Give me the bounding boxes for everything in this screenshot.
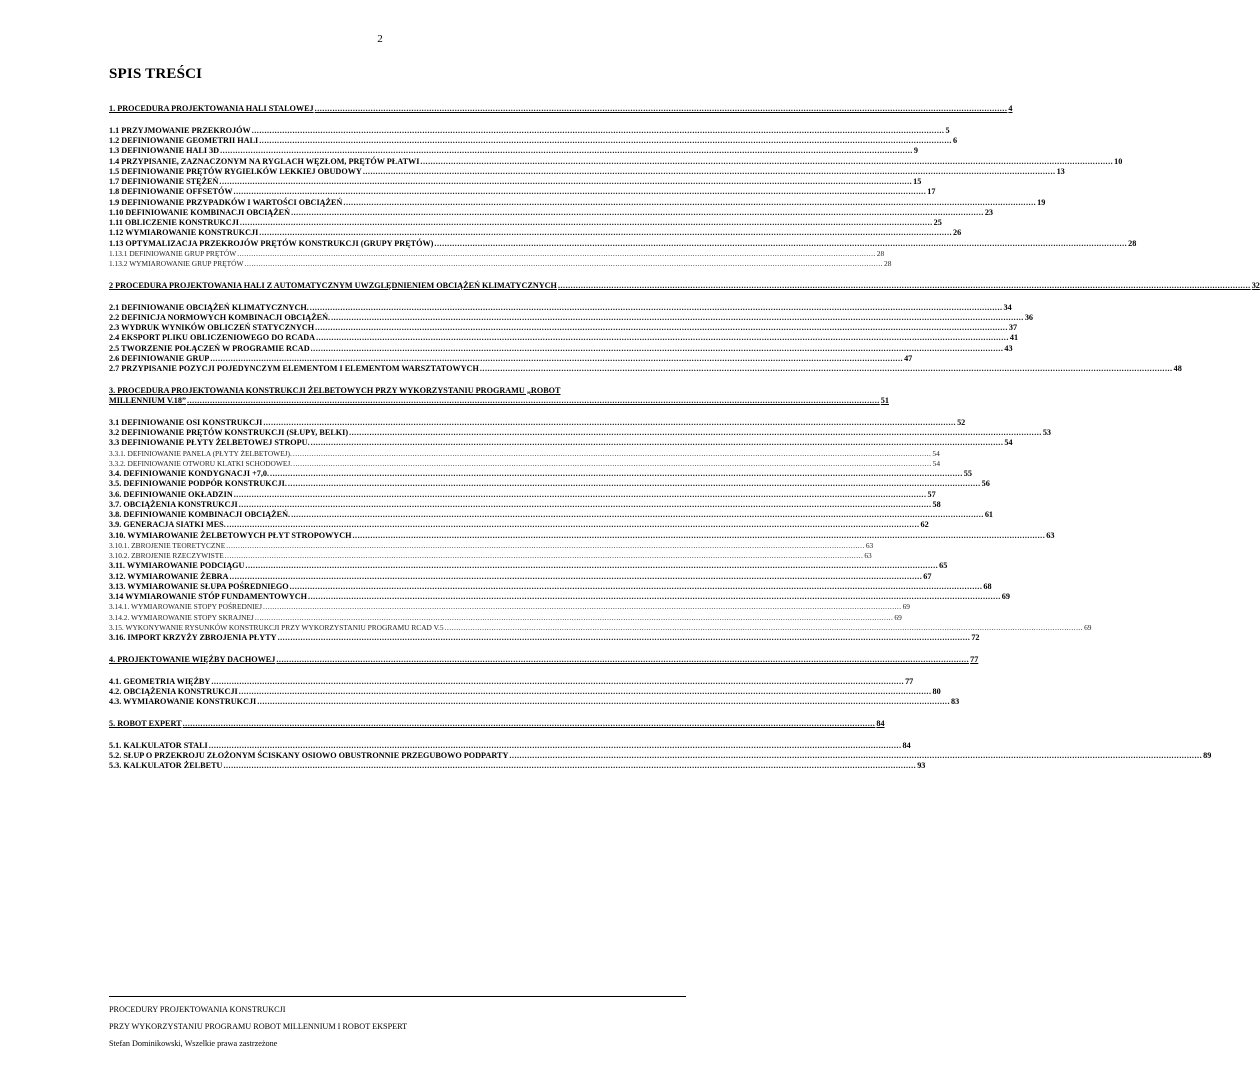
toc-entry[interactable]	[109, 499, 941, 510]
toc-entry[interactable]	[109, 428, 1052, 438]
toc-entry-title: 3.6. DEFINIOWANIE OKŁADZIN	[109, 489, 233, 499]
toc-dot-leader	[352, 531, 1045, 541]
toc-dot-leader	[211, 677, 904, 687]
toc-dot-leader	[255, 613, 894, 623]
toc-page-number: 25	[933, 218, 942, 227]
toc-entry[interactable]	[109, 697, 960, 707]
toc-page-number: 69	[902, 602, 910, 612]
toc-entry[interactable]	[109, 761, 926, 771]
toc-entry[interactable]	[109, 177, 922, 187]
toc-page-number: 37	[1008, 323, 1018, 332]
toc-dot-leader	[278, 633, 971, 643]
toc-page-number: 34	[1003, 302, 1012, 312]
toc-dot-leader	[227, 520, 920, 530]
footer-line-subtitle: PRZY WYKORZYSTANIU PROGRAMU ROBOT MILLENNIUM I ROBOT EKSPERT	[109, 1022, 408, 1031]
toc-entry-title: 1.7 DEFINIOWANIE STĘŻEŃ	[109, 177, 219, 186]
toc-page-number: 28	[876, 248, 885, 258]
toc-dot-leader	[244, 259, 883, 269]
toc-dot-leader	[480, 364, 1173, 374]
toc-entry[interactable]	[109, 218, 942, 228]
toc-page-number: 54	[1004, 438, 1013, 448]
toc-dot-leader	[259, 136, 952, 146]
toc-entry[interactable]	[109, 469, 972, 479]
toc-dot-leader	[220, 146, 913, 156]
toc-entry-title: 1.12 WYMIAROWANIE KONSTRUKCJI	[109, 228, 259, 238]
toc-page-number: 69	[1001, 592, 1010, 601]
toc-dot-leader	[223, 761, 916, 771]
toc-entry-title: 2.7 PRZYPISANIE POZYCJI POJEDYNCZYM ELEMENTOM I ELEMENTOM WARSZTATOWYCH	[109, 364, 479, 373]
toc-page-number: 84	[876, 718, 885, 728]
toc-entry[interactable]	[109, 207, 993, 218]
toc-page-number: 80	[932, 686, 941, 696]
toc-entry-title: 3.13. WYMIAROWANIE SŁUPA POŚREDNIEGO	[109, 581, 289, 591]
toc-page-number: 69	[1084, 622, 1092, 632]
toc-dot-leader	[239, 500, 932, 510]
toc-entry-title: 3.14.1. WYMIAROWANIE STOPY POŚREDNIEJ	[109, 602, 263, 612]
toc-entry-title: 3.5. DEFINIOWANIE PODPÓR KONSTRUKCJI.	[109, 479, 287, 489]
toc-entry-title: 2.5 TWORZENIE POŁĄCZEŃ W PROGRAMIE RCAD	[109, 343, 310, 353]
toc-dot-leader	[434, 239, 1127, 249]
toc-entry-title: 5.3. KALKULATOR ŻELBETU	[109, 761, 223, 770]
toc-page-number: 77	[970, 654, 979, 664]
toc-entry[interactable]	[109, 333, 1019, 343]
toc-entry-title: 5.1. KALKULATOR STALI	[109, 740, 208, 750]
toc-page-number: 36	[1024, 312, 1034, 322]
toc-entry-title: 3.10.1. ZBROJENIE TEORETYCZNE	[109, 540, 226, 550]
toc-entry[interactable]	[109, 323, 1018, 333]
toc-page-number: 13	[1056, 166, 1065, 176]
toc-spacer	[109, 269, 682, 281]
toc-entry[interactable]	[109, 622, 1092, 633]
toc-entry[interactable]	[109, 520, 929, 530]
toc-page-number: 69	[894, 612, 902, 622]
toc-entry-title: 3.10.2. ZBROJENIE RZECZYWISTE	[109, 551, 224, 560]
toc-entry[interactable]	[109, 479, 990, 489]
toc-page-number: 72	[971, 633, 980, 642]
toc-page-number: 54	[932, 448, 940, 458]
toc-entry-title: 1.5 DEFINIOWANIE PRĘTÓW RYGIELKÓW LEKKIEJ OBUDOWY	[109, 166, 362, 176]
toc-entry-title: 3. PROCEDURA PROJEKTOWANIA KONSTRUKCJI ŻELBETOWYCH PRZY WYKORZYSTANIU PROGRAMU „ROBOT	[109, 385, 561, 395]
toc-dot-leader	[293, 459, 932, 469]
toc-dot-leader	[219, 177, 912, 187]
toc-entry[interactable]	[109, 612, 902, 623]
toc-entry-title: 2.2 DEFINICJA NORMOWYCH KOMBINACJI OBCIĄŻEŃ.	[109, 312, 331, 322]
toc-page-number: 54	[932, 458, 941, 468]
toc-entry[interactable]	[109, 602, 910, 612]
toc-page-number: 15	[913, 177, 922, 186]
toc-dot-leader	[234, 187, 927, 197]
toc-dot-leader	[311, 438, 1004, 448]
toc-page-number: 83	[951, 697, 960, 706]
toc-entry-title: 3.14.2. WYMIAROWANIE STOPY SKRAJNEJ	[109, 612, 254, 622]
toc-entry-title: 3.14 WYMIAROWANIE STÓP FUNDAMENTOWYCH	[109, 592, 308, 601]
toc-spacer	[109, 374, 682, 386]
footer-line-title: PROCEDURY PROJEKTOWANIA KONSTRUKCJI	[109, 1005, 286, 1014]
toc-dot-leader	[263, 418, 956, 428]
toc-spacer	[109, 291, 682, 303]
toc-entry-title: 3.11. WYMIAROWANIE PODCIĄGU	[109, 561, 245, 571]
toc-entry-title: 3.12. WYMIAROWANIE ŻEBRA	[109, 571, 229, 581]
toc-entry[interactable]	[109, 448, 940, 459]
toc-dot-leader	[420, 157, 1113, 167]
toc-entry[interactable]	[109, 197, 1046, 208]
toc-dot-leader	[209, 741, 902, 751]
toc-dot-leader	[226, 541, 865, 551]
toc-entry[interactable]	[109, 530, 1055, 541]
toc-entry[interactable]	[109, 686, 941, 697]
toc-entry-title-continued: MILLENNIUM V.18”	[109, 396, 187, 405]
toc-page-number: 93	[917, 761, 926, 770]
toc-spacer	[109, 665, 682, 677]
toc-page-number: 48	[1173, 364, 1182, 373]
toc-page-number: 28	[1128, 238, 1137, 248]
toc-page-number: 17	[927, 187, 936, 197]
toc-dot-leader	[558, 281, 1251, 291]
toc-entry-title: 1.8 DEFINIOWANIE OFFSETÓW	[109, 187, 233, 197]
toc-section-entry[interactable]	[109, 718, 885, 729]
toc-dot-leader	[316, 333, 1009, 343]
toc-dot-leader	[187, 396, 880, 406]
table-of-contents	[109, 104, 1260, 771]
toc-entry[interactable]	[109, 125, 950, 136]
toc-page-number: 4	[1008, 104, 1013, 113]
toc-dot-leader	[311, 344, 1004, 354]
toc-entry-title: 3.1 DEFINIOWANIE OSI KONSTRUKCJI	[109, 417, 263, 427]
toc-entry-title: 1.10 DEFINIOWANIE KOMBINACJI OBCIĄŻEŃ	[109, 207, 291, 217]
toc-page-number: 68	[983, 581, 992, 591]
toc-entry-title: 3.8. DEFINIOWANIE KOMBINACJI OBCIĄŻEŃ.	[109, 510, 291, 519]
toc-entry-title: 1.3 DEFINIOWANIE HALI 3D	[109, 146, 220, 156]
toc-entry[interactable]	[109, 248, 885, 259]
toc-dot-leader	[331, 313, 1024, 323]
toc-entry-title: 2.3 WYDRUK WYNIKÓW OBLICZEŃ STATYCZNYCH	[109, 323, 315, 332]
toc-entry-title: 3.2 DEFINIOWANIE PRĘTÓW KONSTRUKCJI (SŁUPY, BELKI)	[109, 428, 349, 437]
toc-entry[interactable]	[109, 676, 914, 687]
toc-entry[interactable]	[109, 551, 872, 561]
toc-page-number: 56	[981, 479, 990, 489]
toc-page-number: 58	[932, 499, 941, 509]
toc-entry-title: 3.9. GENERACJA SIATKI MES.	[109, 520, 226, 530]
toc-entry[interactable]	[109, 228, 962, 238]
toc-entry[interactable]	[109, 750, 1212, 761]
toc-dot-leader	[239, 687, 932, 697]
toc-page-number: 5	[945, 125, 950, 135]
toc-page-number: 51	[880, 396, 889, 405]
toc-entry[interactable]	[109, 458, 941, 469]
toc-entry-title: 3.4. DEFINIOWANIE KONDYGNACJI +7,0.	[109, 469, 270, 478]
footer-line-author: Stefan Dominikowski, Wszelkie prawa zastrzeżone	[109, 1039, 278, 1048]
toc-section-entry[interactable]	[109, 104, 1013, 114]
toc-entry[interactable]	[109, 592, 1010, 602]
toc-entry[interactable]	[109, 136, 958, 146]
toc-page-number: 84	[902, 740, 911, 750]
toc-dot-leader	[263, 602, 902, 612]
toc-dot-leader	[509, 751, 1202, 761]
toc-dot-leader	[240, 218, 933, 228]
toc-entry[interactable]	[109, 312, 1034, 323]
toc-entry-title: 3.10. WYMIAROWANIE ŻELBETOWYCH PŁYT STROPOWYCH	[109, 530, 352, 540]
toc-entry[interactable]	[109, 353, 913, 364]
toc-entry[interactable]	[109, 581, 992, 592]
toc-page-number: 63	[864, 551, 872, 560]
toc-entry[interactable]	[109, 417, 966, 428]
toc-entry-title: 2.1 DEFINIOWANIE OBCIĄŻEŃ KLIMATYCZNYCH.	[109, 302, 309, 312]
toc-page-number: 26	[953, 228, 962, 238]
toc-dot-leader	[245, 561, 938, 571]
toc-entry-title: 1.13 OPTYMALIZACJA PRZEKROJÓW PRĘTÓW KONSTRUKCJI (GRUPY PRĘTÓW)	[109, 238, 434, 248]
toc-dot-leader	[293, 449, 932, 459]
toc-entry-title: 3.3.2. DEFINIOWANIE OTWORU KLATKI SCHODOWEJ.	[109, 458, 293, 468]
toc-entry-title: 3.16. IMPORT KRZYŻY ZBROJENIA PŁYTY	[109, 633, 277, 642]
toc-entry-continuation	[109, 396, 889, 406]
toc-entry[interactable]	[109, 259, 892, 269]
toc-dot-leader	[252, 126, 945, 136]
toc-page-number: 61	[984, 510, 993, 519]
toc-entry-title: 1. PROCEDURA PROJEKTOWANIA HALI STALOWEJ	[109, 104, 314, 113]
toc-entry-title: 1.11 OBLICZENIE KONSTRUKCJI	[109, 218, 239, 227]
toc-entry-title: 3.3.1. DEFINIOWANIE PANELA (PŁYTY ŻELBETOWEJ).	[109, 448, 292, 458]
toc-entry-title: 4.3. WYMIAROWANIE KONSTRUKCJI	[109, 697, 257, 706]
toc-dot-leader	[291, 510, 984, 520]
toc-dot-leader	[308, 592, 1001, 602]
toc-entry[interactable]	[109, 302, 1012, 313]
toc-page-number: 19	[1037, 197, 1046, 207]
toc-entry[interactable]	[109, 561, 948, 571]
toc-dot-leader	[276, 655, 969, 665]
toc-page-number: 47	[904, 353, 913, 363]
toc-page-number: 52	[957, 417, 966, 427]
toc-dot-leader	[315, 323, 1008, 333]
toc-entry-title: 3.7. OBCIĄŻENIA KONSTRUKCJI	[109, 499, 238, 509]
toc-page-number: 63	[865, 540, 874, 550]
page-number: 2	[377, 33, 383, 45]
toc-entry[interactable]	[109, 438, 1013, 448]
toc-title: SPIS TREŚCI	[109, 66, 203, 82]
toc-dot-leader	[310, 303, 1003, 313]
toc-spacer	[109, 114, 682, 126]
toc-entry[interactable]	[109, 489, 936, 500]
toc-entry-title: 4. PROJEKTOWANIE WIĘŹBY DACHOWEJ	[109, 654, 276, 664]
toc-entry-title: 1.2 DEFINIOWANIE GEOMETRII HALI	[109, 136, 259, 145]
toc-entry[interactable]	[109, 510, 993, 520]
toc-page-number: 32	[1251, 280, 1260, 290]
toc-entry-title: 4.1. GEOMETRIA WIĘŹBY	[109, 676, 211, 686]
toc-page-number: 43	[1004, 343, 1013, 353]
toc-page-number: 28	[884, 259, 892, 268]
toc-page-number: 55	[963, 469, 972, 478]
toc-page-number: 6	[952, 136, 958, 145]
toc-dot-leader	[349, 428, 1042, 438]
toc-entry[interactable]	[109, 187, 936, 197]
toc-dot-leader	[225, 551, 864, 561]
toc-dot-leader	[257, 697, 950, 707]
toc-entry[interactable]	[109, 740, 911, 751]
toc-entry[interactable]	[109, 571, 932, 582]
toc-entry-title: 3.15. WYKONYWANIE RYSUNKÓW KONSTRUKCJI PRZY WYKORZYSTANIU PROGRAMU RCAD V.5	[109, 622, 444, 632]
toc-page-number: 62	[920, 520, 929, 530]
toc-page-number: 65	[939, 561, 948, 571]
toc-dot-leader	[343, 198, 1036, 208]
toc-dot-leader	[234, 490, 927, 500]
toc-entry-title: 1.13.1 DEFINIOWANIE GRUP PRĘTÓW	[109, 248, 237, 258]
toc-entry-title: 1.4 PRZYPISANIE, ZAZNACZONYM NA RYGLACH WĘZŁOM, PRĘTÓW PŁATWI	[109, 156, 420, 166]
toc-dot-leader	[270, 469, 963, 479]
toc-page-number: 67	[923, 571, 932, 581]
toc-page-number: 89	[1203, 750, 1212, 760]
toc-dot-leader	[315, 104, 1008, 114]
toc-page-number: 41	[1009, 333, 1019, 343]
toc-section-entry[interactable]	[109, 280, 1260, 291]
toc-entry[interactable]	[109, 633, 980, 643]
toc-dot-leader	[237, 249, 876, 259]
toc-dot-leader	[363, 167, 1056, 177]
toc-entry[interactable]	[109, 238, 1137, 249]
toc-entry-title: 1.13.2 WYMIAROWANIE GRUP PRĘTÓW	[109, 259, 244, 268]
toc-spacer	[109, 643, 682, 655]
toc-dot-leader	[288, 479, 981, 489]
toc-dot-leader	[445, 623, 1084, 633]
toc-page-number: 77	[905, 676, 914, 686]
toc-dot-leader	[210, 354, 903, 364]
toc-entry-title: 5. ROBOT EXPERT	[109, 718, 182, 728]
toc-entry[interactable]	[109, 343, 1013, 354]
toc-section-entry[interactable]	[109, 654, 979, 665]
toc-entry-title: 4.2. OBCIĄŻENIA KONSTRUKCJI	[109, 686, 238, 696]
toc-entry[interactable]	[109, 540, 874, 551]
toc-dot-leader	[290, 582, 983, 592]
toc-entry[interactable]	[109, 364, 1182, 374]
toc-entry-title: 5.2. SŁUP O PRZEKROJU ZŁOŻONYM ŚCISKANY OSIOWO OBUSTRONNIE PRZEGUBOWO PODPARTY	[109, 750, 509, 760]
page-footer	[109, 996, 686, 1052]
toc-page-number: 10	[1114, 156, 1123, 166]
toc-section-entry[interactable]	[109, 385, 889, 407]
toc-entry[interactable]	[109, 146, 918, 156]
toc-dot-leader	[291, 208, 984, 218]
toc-page-number: 23	[984, 207, 993, 217]
toc-spacer	[109, 406, 682, 418]
toc-page-number: 9	[913, 146, 918, 156]
toc-dot-leader	[230, 572, 923, 582]
toc-entry-title: 2.4 EKSPORT PLIKU OBLICZENIOWEGO DO RCADA	[109, 333, 316, 343]
toc-spacer	[109, 729, 682, 741]
toc-page-number: 57	[927, 489, 936, 499]
toc-entry[interactable]	[109, 156, 1123, 167]
toc-page-number: 53	[1042, 428, 1052, 437]
toc-entry-title: 2 PROCEDURA PROJEKTOWANIA HALI Z AUTOMATYCZNYM UWZGLĘDNIENIEM OBCIĄŻEŃ KLIMATYCZNYCH	[109, 280, 557, 290]
toc-entry-title: 3.3 DEFINIOWANIE PŁYTY ŻELBETOWEJ STROPU.	[109, 438, 310, 448]
toc-entry[interactable]	[109, 166, 1065, 177]
toc-page-number: 63	[1046, 530, 1055, 540]
toc-dot-leader	[183, 719, 876, 729]
toc-entry-title: 1.9 DEFINIOWANIE PRZYPADKÓW I WARTOŚCI OBCIĄŻEŃ	[109, 197, 343, 207]
toc-spacer	[109, 707, 682, 719]
toc-entry-title: 2.6 DEFINIOWANIE GRUP	[109, 353, 210, 363]
toc-entry-title: 1.1 PRZYJMOWANIE PRZEKROJÓW	[109, 125, 251, 135]
toc-dot-leader	[259, 228, 952, 238]
